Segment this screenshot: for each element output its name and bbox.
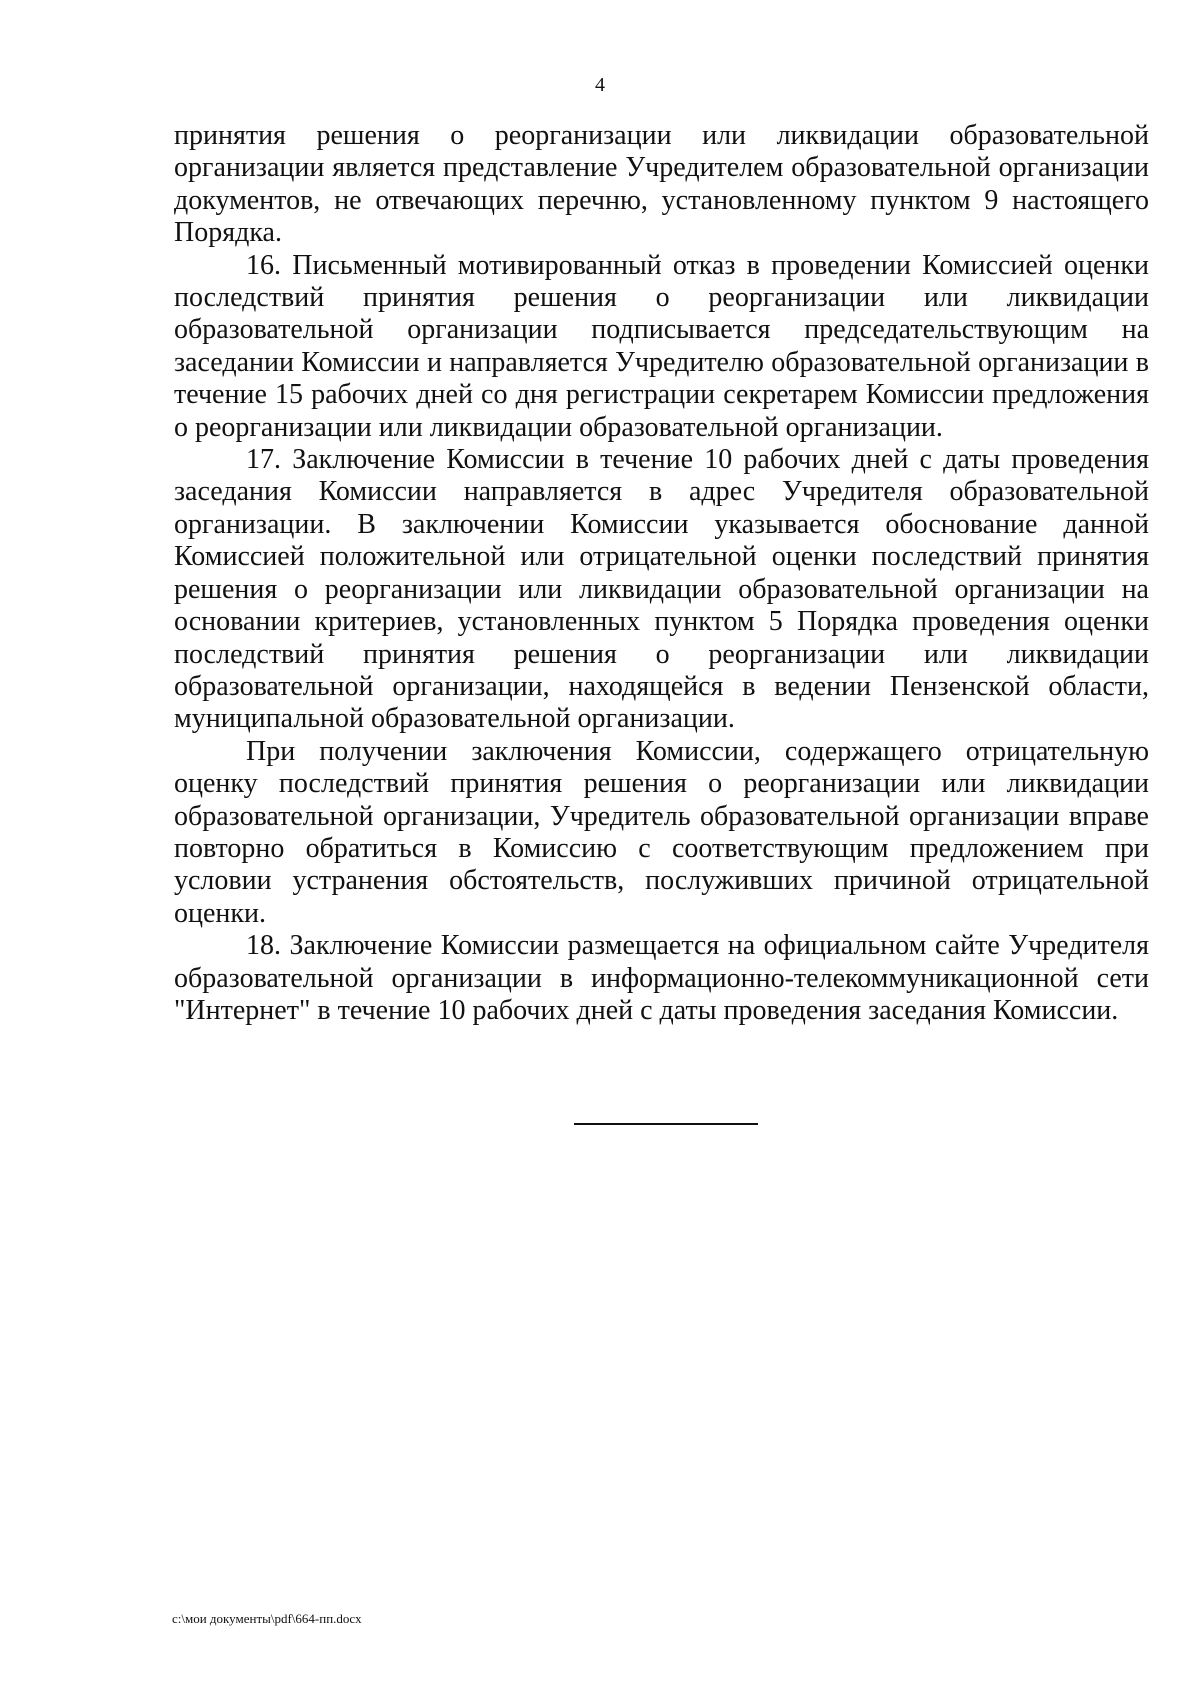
paragraph-18: 18. Заключение Комиссии размещается на официальном сайте Учредителя образовательной организации в информационно-телекоммуникационной сети "Интернет" в течение 10 рабочих дней с даты проведения заседания Комиссии. — [174, 930, 1149, 1026]
paragraph-15-continuation: принятия решения о реорганизации или ликвидации образовательной организации является представление Учредителем образовательной организации документов, не отвечающих перечню, установленному пунктом 9 настоящего Порядка. — [174, 120, 1149, 249]
paragraph-17: 17. Заключение Комиссии в течение 10 рабочих дней с даты проведения заседания Комиссии направляется в адрес Учредителя образовательной организации. В заключении Комиссии указывается обоснование данной Комиссией положительной или отрицательной оценки последствий принятия решения о реорганизации или ликвидации образовательной организации на основании критериев, установленных пунктом 5 Порядка проведения оценки последствий принятия решения о реорганизации или ликвидации образовательной организации, находящейся в ведении Пензенской области, муниципальной образовательной организации. — [174, 444, 1149, 735]
paragraph-16: 16. Письменный мотивированный отказ в проведении Комиссией оценки последствий принятия решения о реорганизации или ликвидации образовательной организации подписывается председательствующим на заседании Комиссии и направляется Учредителю образовательной организации в течение 15 рабочих дней со дня регистрации секретарем Комиссии предложения о реорганизации или ликвидации образовательной организации. — [174, 249, 1149, 443]
footer-file-path: c:\мои документы\pdf\664-пп.docx — [172, 1611, 362, 1626]
closing-divider-line — [574, 1123, 758, 1125]
page-number: 4 — [595, 74, 605, 96]
paragraph-17-negative-conclusion: При получении заключения Комиссии, содержащего отрицательную оценку последствий принятия решения о реорганизации или ликвидации образовательной организации, Учредитель образовательной организации вправе повторно обратиться в Комиссию с соответствующим предложением при условии устранения обстоятельств, послуживших причиной отрицательной оценки. — [174, 735, 1149, 929]
document-body — [174, 120, 1149, 1027]
